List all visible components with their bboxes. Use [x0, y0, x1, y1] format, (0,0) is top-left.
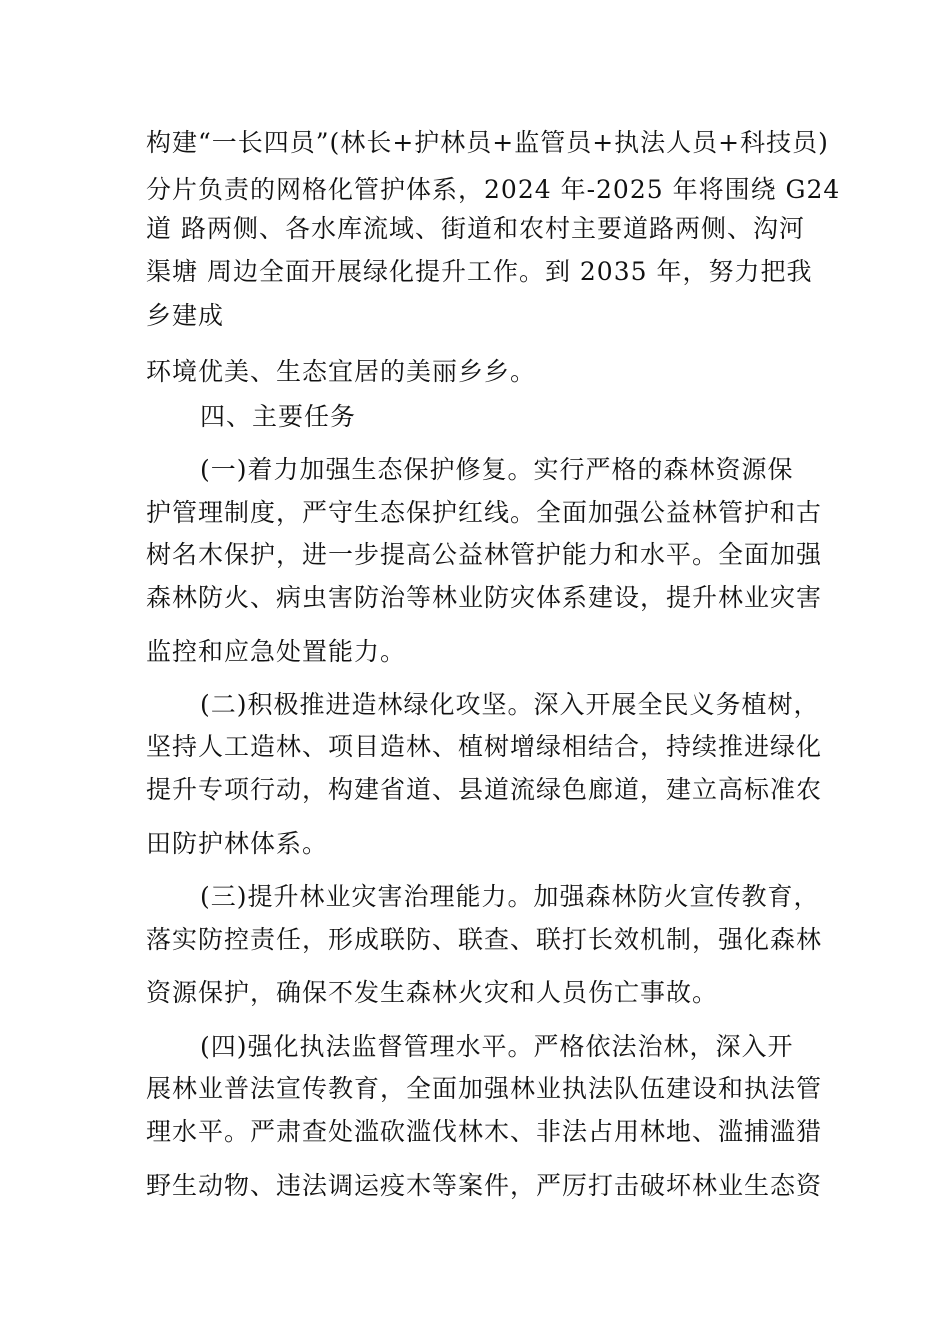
paragraph-lead-line: (四)强化执法监督管理水平。严格依法治林，深入开: [200, 1032, 794, 1061]
text-line: 理水平。严肃查处滥砍滥伐林木、非法占用林地、滥捕滥猎: [146, 1117, 823, 1146]
text-line: 乡建成: [146, 301, 225, 330]
paragraph-lead-line: (三)提升林业灾害治理能力。加强森林防火宣传教育，: [200, 882, 820, 911]
text-line: 森林防火、病虫害防治等林业防灾体系建设，提升林业灾害: [146, 583, 823, 612]
text-line: 展林业普法宣传教育，全面加强林业执法队伍建设和执法管: [146, 1074, 823, 1103]
paragraph-lead-line: (一)着力加强生态保护修复。实行严格的森林资源保: [200, 455, 794, 484]
text-line: 树名木保护，进一步提高公益林管护能力和水平。全面加强: [146, 540, 823, 569]
text-line: 道 路两侧、各水库流域、街道和农村主要道路两侧、沟河: [146, 214, 805, 243]
text-line: 提升专项行动，构建省道、县道流绿色廊道，建立高标准农: [146, 775, 823, 804]
text-line: 野生动物、违法调运疫木等案件，严厉打击破坏林业生态资: [146, 1171, 823, 1200]
text-line: 渠塘 周边全面开展绿化提升工作。到 2035 年，努力把我: [146, 257, 813, 286]
paragraph-lead-line: (二)积极推进造林绿化攻坚。深入开展全民义务植树，: [200, 690, 820, 719]
text-line: 分片负责的网格化管护体系，2024 年-2025 年将围绕 G24: [146, 175, 841, 204]
text-line: 环境优美、生态宜居的美丽乡乡。: [146, 357, 537, 386]
text-line: 构建“一长四员”(林长+护林员+监管员+执法人员+科技员): [146, 128, 829, 157]
text-line: 监控和应急处置能力。: [146, 637, 407, 666]
text-line: 护管理制度，严守生态保护红线。全面加强公益林管护和古: [146, 498, 823, 527]
section-heading: 四、主要任务: [200, 402, 357, 431]
text-line: 田防护林体系。: [146, 829, 329, 858]
text-line: 坚持人工造林、项目造林、植树增绿相结合，持续推进绿化: [146, 732, 823, 761]
text-line: 资源保护，确保不发生森林火灾和人员伤亡事故。: [146, 978, 719, 1007]
text-line: 落实防控责任，形成联防、联查、联打长效机制，强化森林: [146, 925, 823, 954]
